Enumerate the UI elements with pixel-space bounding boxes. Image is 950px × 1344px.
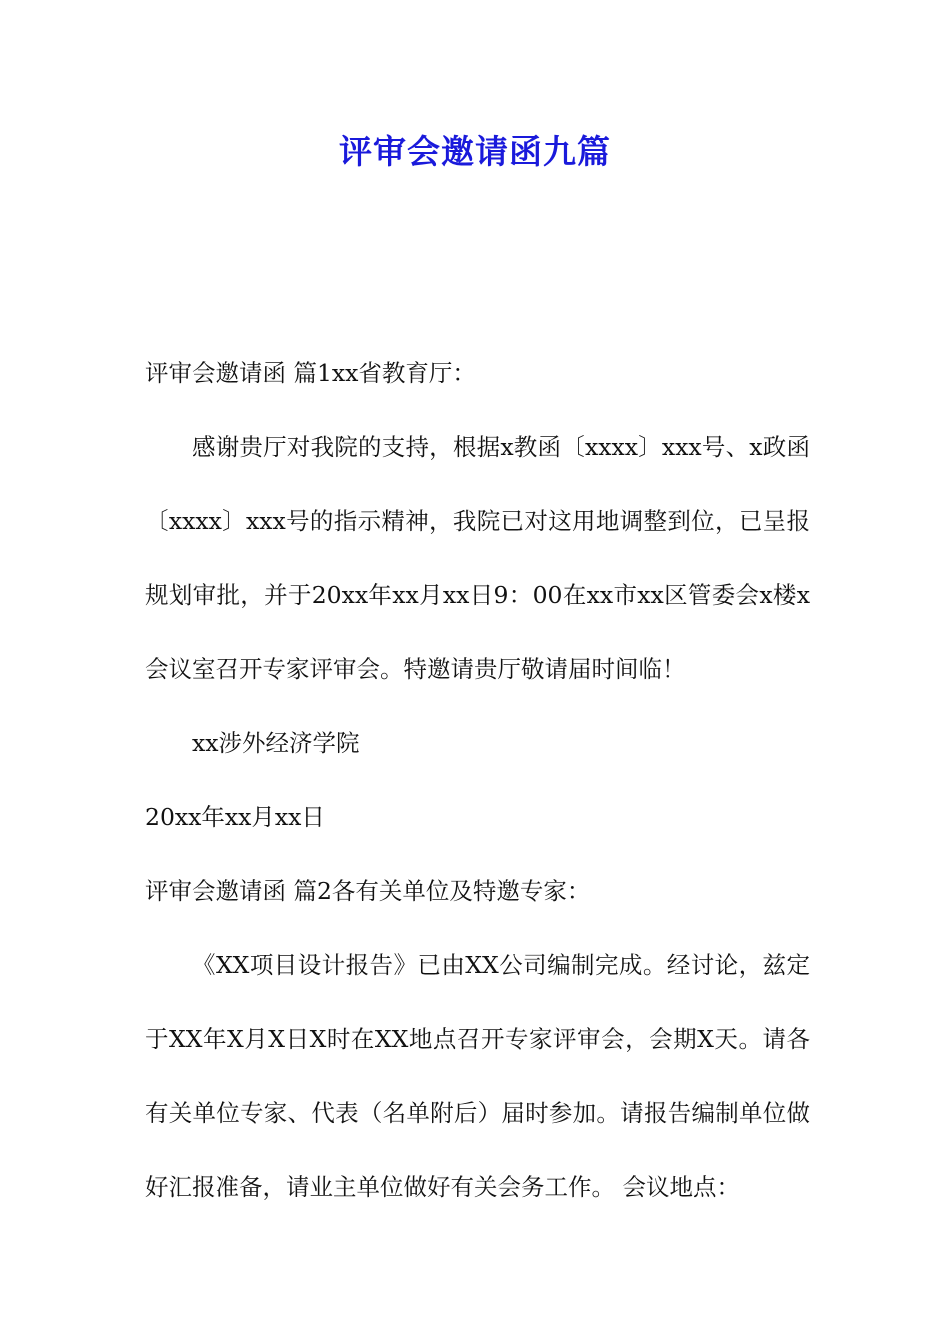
document-body bbox=[145, 336, 810, 1224]
paragraph-letter1-salutation: 评审会邀请函 篇1xx省教育厅： bbox=[145, 359, 476, 387]
paragraph-letter1-body: 感谢贵厅对我院的支持，根据x教函〔xxxx〕xxx号、x政函〔xxxx〕xxx号的指示精神，我院已对这用地调整到位，已呈报规划审批，并于20xx年xx月xx日9：00在xx市xx区管委会x楼x会议室召开专家评审会。特邀请贵厅敬请届时间临！ bbox=[145, 433, 810, 683]
paragraph-letter1-date: 20xx年xx月xx日 bbox=[145, 803, 325, 831]
paragraph-letter2-body: 《XX项目设计报告》已由XX公司编制完成。经讨论，兹定于XX年X月X日X时在XX地点召开专家评审会，会期X天。请各有关单位专家、代表（名单附后）届时参加。请报告编制单位做好汇报准备，请业主单位做好有关会务工作。 会议地点： bbox=[145, 951, 810, 1201]
paragraph-letter1-signature: xx涉外经济学院 bbox=[192, 729, 360, 757]
document-title: 评审会邀请函九篇 bbox=[339, 132, 611, 171]
paragraph-letter2-salutation: 评审会邀请函 篇2各有关单位及特邀专家： bbox=[145, 877, 591, 905]
